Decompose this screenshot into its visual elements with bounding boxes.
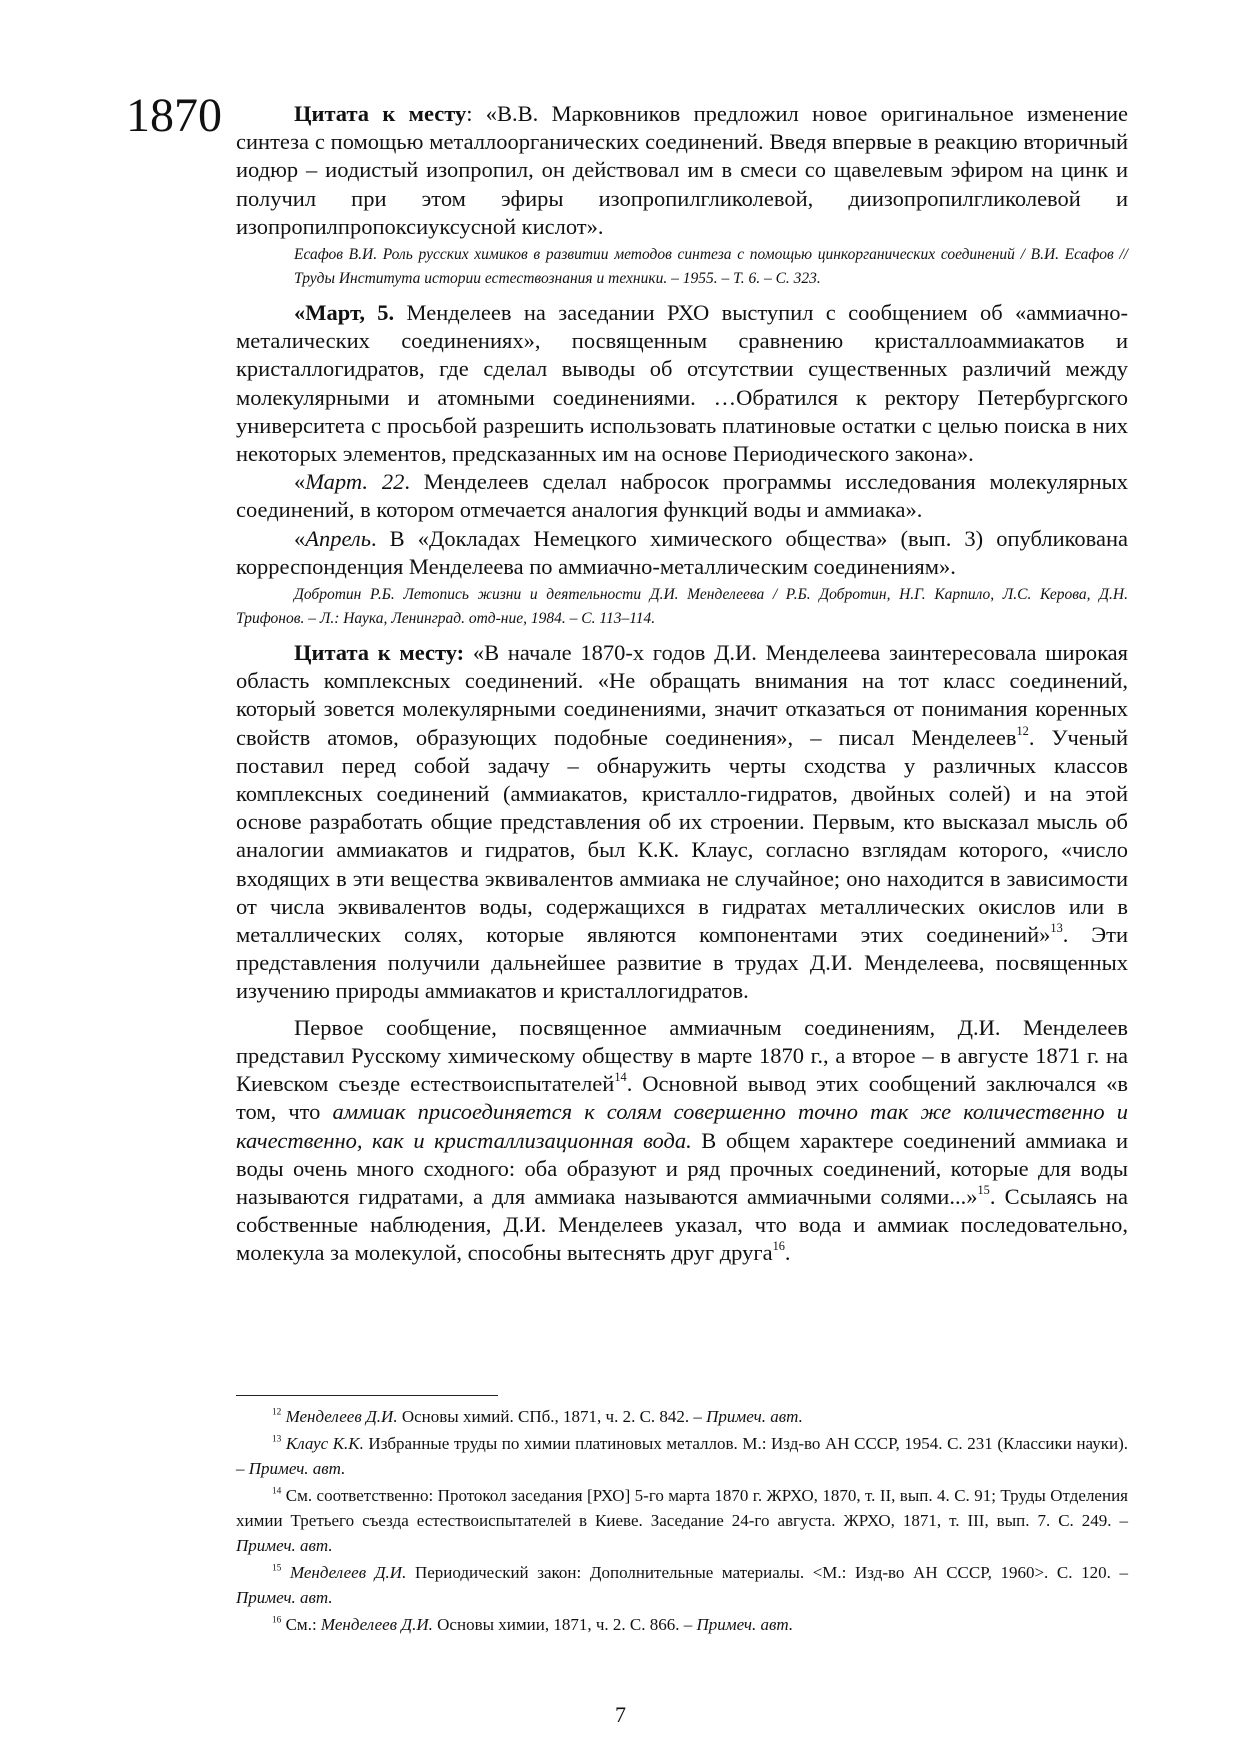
footnote-13 bbox=[236, 1431, 1128, 1481]
chronicle-entry-march-5 bbox=[236, 299, 1128, 468]
label-colon: : bbox=[466, 101, 486, 126]
footnote-divider bbox=[236, 1395, 498, 1396]
footnote-number: 12 bbox=[272, 1407, 282, 1418]
body-text: Первое сообщение, посвященное аммиачным соединениям, Д.И. Менделеев представил Русскому химическому обществу в марте 1870 г., а второе – в августе 1871 г. на Киевском съезде естествоиспытателей bbox=[236, 1014, 1128, 1097]
footnote-text: Избранные труды по химии платиновых металлов. М.: Изд-во АН СССР, 1954. С. 231 (Классики науки). – bbox=[236, 1434, 1129, 1478]
body-text: . Ссылаясь на собственные наблюдения, Д.И. Менделеев указал, что вода и аммиак последовательно, молекула за молекулой, способны вытеснять друг друга bbox=[236, 1183, 1128, 1266]
footnote-prefix: См.: bbox=[285, 1615, 321, 1634]
quote-paragraph-1 bbox=[236, 100, 1128, 241]
entry-text: . Менделеев сделал набросок программы исследования молекулярных соединений, в котором отмечается аналогия функций воды и аммиака». bbox=[236, 469, 1128, 523]
footnote-note: Примеч. авт. bbox=[236, 1588, 333, 1607]
footnote-number: 14 bbox=[272, 1486, 282, 1497]
entry-date-bold: «Март, 5. bbox=[294, 300, 395, 326]
chronicle-entry-april bbox=[236, 525, 1128, 581]
footnote-author: Менделеев Д.И. bbox=[285, 1407, 398, 1426]
body-paragraph bbox=[236, 1014, 1128, 1268]
source-citation-1: Есафов В.И. Роль русских химиков в развитии методов синтеза с помощью цинкорганических соединений / В.И. Есафов // Труды Института истории естествознания и техники. – 1955. – Т. 6. – С. 323. bbox=[294, 246, 1128, 288]
open-quote: « bbox=[294, 469, 306, 495]
body-text: В общем характере соединений аммиака и воды очень много сходного: оба образуют и ряд прочных соединений, которые для воды называются гидратами, а для аммиака называются аммиачными солями...» bbox=[236, 1127, 1129, 1209]
footnotes bbox=[236, 1404, 1128, 1639]
footnote-16 bbox=[236, 1612, 1128, 1637]
footnote-number: 13 bbox=[272, 1434, 282, 1445]
page-number: 7 bbox=[615, 1702, 626, 1727]
footnote-ref-13[interactable]: 13 bbox=[1050, 921, 1063, 936]
footnote-number: 15 bbox=[272, 1563, 282, 1574]
quote-text: . Эти представления получили дальнейшее развитие в трудах Д.И. Менделеева, посвященных изучению природы аммиакатов и кристаллогидратов. bbox=[236, 922, 1128, 1004]
quote-text: «В начале 1870-х годов Д.И. Менделеева заинтересовала широкая область комплексных соединений. «Не обращать внимания на тот класс соединений, который зовется молекулярными соединениями, значит отказаться от понимания коренных свойств атомов, образующих подобные соединения», – писал Менделеев bbox=[236, 640, 1129, 750]
emphasis-text: аммиак присоединяется к солям совершенно точно так же количественно и качественно, как и кристаллизационная вода. bbox=[236, 1099, 1128, 1153]
footnote-ref-16[interactable]: 16 bbox=[772, 1239, 785, 1254]
quote-text: . Ученый поставил перед собой задачу – обнаружить черты сходства у различных классов комплексных соединений (аммиакатов, кристалло-гидратов, двойных солей) и на этой основе разработать общие представления об их строении. Первым, кто высказал мысль об аналогии аммиакатов и гидратов, был К.К. Клаус, согласно взглядам которого, «число входящих в эти вещества эквивалентов аммиака не случайное; оно находится в зависимости от числа эквивалентов воды, содержащихся в гидратах металлических окислов или в металлических солях, которые являются компонентами этих соединений» bbox=[236, 724, 1128, 948]
footnote-note: Примеч. авт. bbox=[236, 1536, 333, 1555]
footnote-author: Менделеев Д.И. bbox=[320, 1615, 433, 1634]
footnote-number: 16 bbox=[272, 1615, 282, 1626]
body-text: . bbox=[784, 1240, 791, 1266]
source-citation-2: Добротин Р.Б. Летопись жизни и деятельности Д.И. Менделеева / Р.Б. Добротин, Н.Г. Карпило, Л.С. Керова, Д.Н. Трифонов. – Л.: Наука, Ленинград. отд-ние, 1984. – С. 113–114. bbox=[236, 586, 1128, 628]
footnote-14 bbox=[236, 1483, 1128, 1558]
quote-label: Цитата к месту bbox=[294, 101, 467, 126]
footnote-ref-15[interactable]: 15 bbox=[977, 1183, 990, 1198]
footnote-note: Примеч. авт. bbox=[706, 1407, 803, 1426]
entry-date-italic: Апрель bbox=[305, 525, 371, 551]
quote-label: Цитата к месту: bbox=[294, 640, 465, 666]
year-heading: 1870 bbox=[126, 89, 222, 142]
footnote-text: Периодический закон: Дополнительные материалы. <М.: Изд-во АН СССР, 1960>. С. 120. – bbox=[406, 1563, 1128, 1582]
footnote-text: См. соответственно: Протокол заседания [РХО] 5-го марта 1870 г. ЖРХО, 1870, т. II, вып. 4. С. 91; Труды Отделения химии Третьего съезда естествоиспытателей в Киеве. Заседание 24-го августа. ЖРХО, 1871, т. III, вып. 7. С. 249. – bbox=[236, 1486, 1128, 1530]
footnote-note: Примеч. авт. bbox=[248, 1459, 346, 1478]
footnote-author: Клаус К.К. bbox=[285, 1434, 364, 1453]
footnote-note: Примеч. авт. bbox=[696, 1615, 794, 1634]
quote-text: «В.В. Марковников предложил новое оригинальное изменение синтеза с помощью металлоорганических соединений. Введя впервые в реакцию вторичный иодюр – иодистый изопропил, он действовал им в смеси со щавелевым эфиром на цинк и получил при этом эфиры изопропилгликолевой, диизопропилгликолевой и изопропилпропоксиуксусной кислот». bbox=[236, 101, 1128, 239]
body-text: . Основной вывод этих сообщений заключался «в том, что bbox=[236, 1071, 1128, 1125]
footnote-ref-12[interactable]: 12 bbox=[1016, 723, 1029, 738]
main-text bbox=[236, 100, 1128, 1268]
footnote-author: Менделеев Д.И. bbox=[289, 1563, 407, 1582]
footnote-text: Основы химии, 1871, ч. 2. С. 866. – bbox=[432, 1615, 697, 1634]
footnote-15 bbox=[236, 1560, 1128, 1610]
footnote-ref-14[interactable]: 14 bbox=[614, 1070, 627, 1085]
chronicle-entry-march-22 bbox=[236, 468, 1128, 524]
footnote-text: Основы химий. СПб., 1871, ч. 2. С. 842. – bbox=[397, 1407, 707, 1426]
footnote-12 bbox=[236, 1404, 1128, 1429]
quote-paragraph-2 bbox=[236, 639, 1128, 1006]
entry-date-italic: Март. 22 bbox=[305, 469, 405, 495]
entry-text: Менделеев на заседании РХО выступил с сообщением об «аммиачно-металических соединениях», посвященным сравнению кристаллоаммиакатов и кристаллогидратов, где сделал выводы об отсутствии существенных различий между молекулярными и атомными соединениями. …Обратился к ректору Петербургского университета с просьбой разрешить использовать платиновые остатки с целью поиска в них некоторых элементов, предсказанных им на основе Периодического закона». bbox=[236, 300, 1128, 467]
open-quote: « bbox=[294, 525, 306, 551]
entry-text: . В «Докладах Немецкого химического общества» (вып. 3) опубликована корреспонденция Менделеева по аммиачно-металлическим соединениям». bbox=[236, 525, 1128, 579]
